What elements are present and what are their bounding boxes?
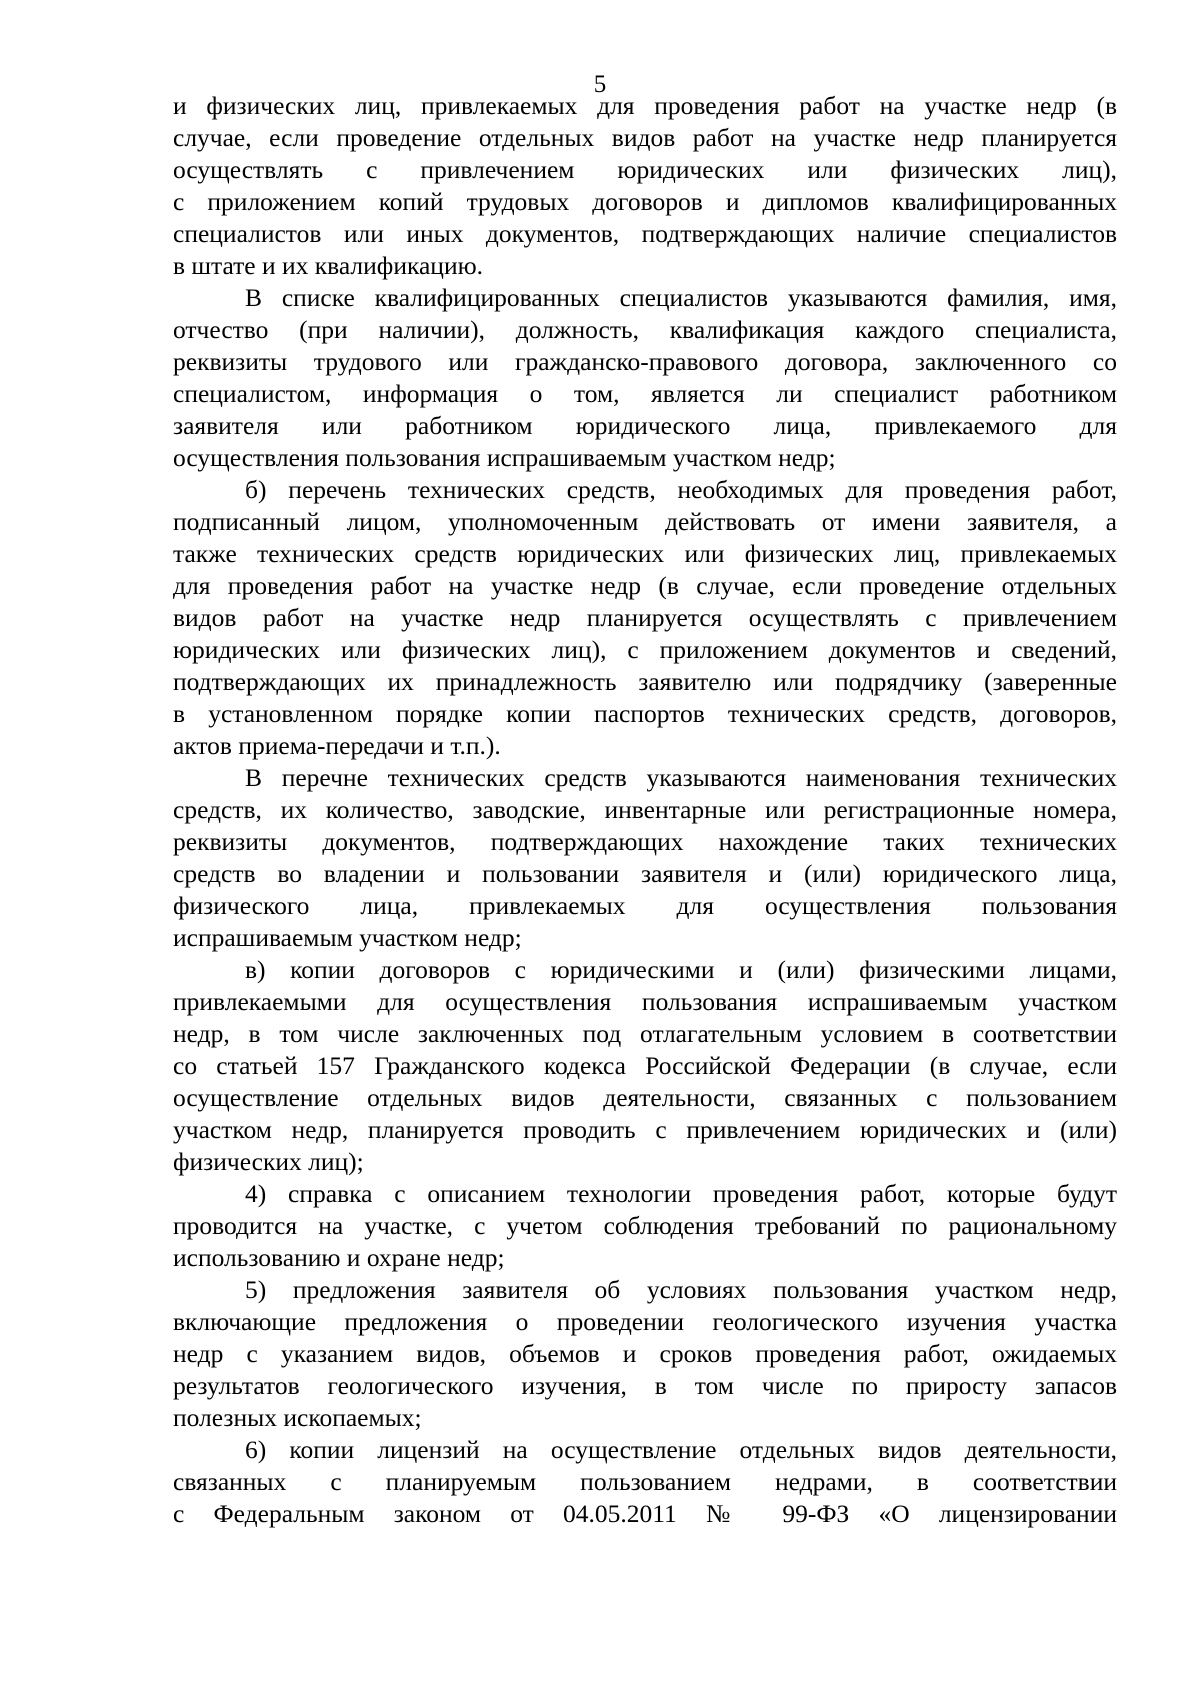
text-line: 4) справка с описанием технологии проведения работ, которые будут [245,1179,1117,1208]
text-line: реквизиты трудового или гражданско-правового договора, заключенного со [173,347,1117,376]
text-line: В списке квалифицированных специалистов указываются фамилия, имя, [245,283,1117,312]
text-line: осуществлять с привлечением юридических или физических лиц), [173,155,1117,184]
text-line: специалистов или иных документов, подтверждающих наличие специалистов [173,219,1117,248]
text-line: проводится на участке, с учетом соблюдения требований по рациональному [173,1211,1117,1240]
text-line: 6) копии лицензий на осуществление отдельных видов деятельности, [245,1435,1117,1464]
text-line: б) перечень технических средств, необходимых для проведения работ, [245,475,1117,504]
text-line: видов работ на участке недр планируется осуществлять с привлечением [173,603,1117,632]
text-line: для проведения работ на участке недр (в случае, если проведение отдельных [173,571,1117,600]
text-line: использованию и охране недр; [173,1243,505,1272]
text-line: включающие предложения о проведении геологического изучения участка [173,1307,1117,1336]
text-line: заявителя или работником юридического лица, привлекаемого для [173,411,1117,440]
text-line: средств, их количество, заводские, инвентарные или регистрационные номера, [173,795,1117,824]
text-line: подписанный лицом, уполномоченным действовать от имени заявителя, а [173,507,1117,536]
text-line: осуществление отдельных видов деятельности, связанных с пользованием [173,1083,1117,1112]
text-line: с Федеральным законом от 04.05.2011 № 99-ФЗ «О лицензировании [173,1499,1117,1528]
text-line: специалистом, информация о том, является ли специалист работником [173,379,1117,408]
text-line: В перечне технических средств указываются наименования технических [245,763,1117,792]
text-line: реквизиты документов, подтверждающих нахождение таких технических [173,827,1117,856]
text-line: осуществления пользования испрашиваемым участком недр; [173,443,836,472]
text-line: средств во владении и пользовании заявителя и (или) юридического лица, [173,859,1117,888]
text-line: также технических средств юридических или физических лиц, привлекаемых [173,539,1117,568]
text-line: с приложением копий трудовых договоров и дипломов квалифицированных [173,187,1117,216]
text-line: результатов геологического изучения, в том числе по приросту запасов [173,1371,1117,1400]
text-line: полезных ископаемых; [173,1403,422,1432]
text-line: случае, если проведение отдельных видов работ на участке недр планируется [173,123,1117,152]
text-line: в штате и их квалификацию. [173,251,484,280]
text-line: физических лиц); [173,1147,364,1176]
text-line: подтверждающих их принадлежность заявителю или подрядчику (заверенные [173,667,1117,696]
text-line: 5) предложения заявителя об условиях пользования участком недр, [245,1275,1117,1304]
text-line: испрашиваемым участком недр; [173,923,522,952]
text-line: недр с указанием видов, объемов и сроков проведения работ, ожидаемых [173,1339,1117,1368]
text-line: физического лица, привлекаемых для осуществления пользования [173,891,1117,920]
text-line: привлекаемыми для осуществления пользования испрашиваемым участком [173,987,1117,1016]
page-number: 5 [593,71,607,98]
text-line: связанных с планируемым пользованием недрами, в соответствии [173,1467,1117,1496]
text-line: со статьей 157 Гражданского кодекса Российской Федерации (в случае, если [173,1051,1117,1080]
text-line: юридических или физических лиц), с приложением документов и сведений, [173,635,1117,664]
text-line: недр, в том числе заключенных под отлагательным условием в соответствии [173,1019,1117,1048]
text-line: в) копии договоров с юридическими и (или) физическими лицами, [245,955,1117,984]
text-line: участком недр, планируется проводить с привлечением юридических и (или) [173,1115,1117,1144]
text-line: актов приема-передачи и т.п.). [173,731,501,760]
text-line: и физических лиц, привлекаемых для проведения работ на участке недр (в [173,91,1117,120]
text-line: отчество (при наличии), должность, квалификация каждого специалиста, [173,315,1117,344]
text-line: в установленном порядке копии паспортов технических средств, договоров, [173,699,1117,728]
